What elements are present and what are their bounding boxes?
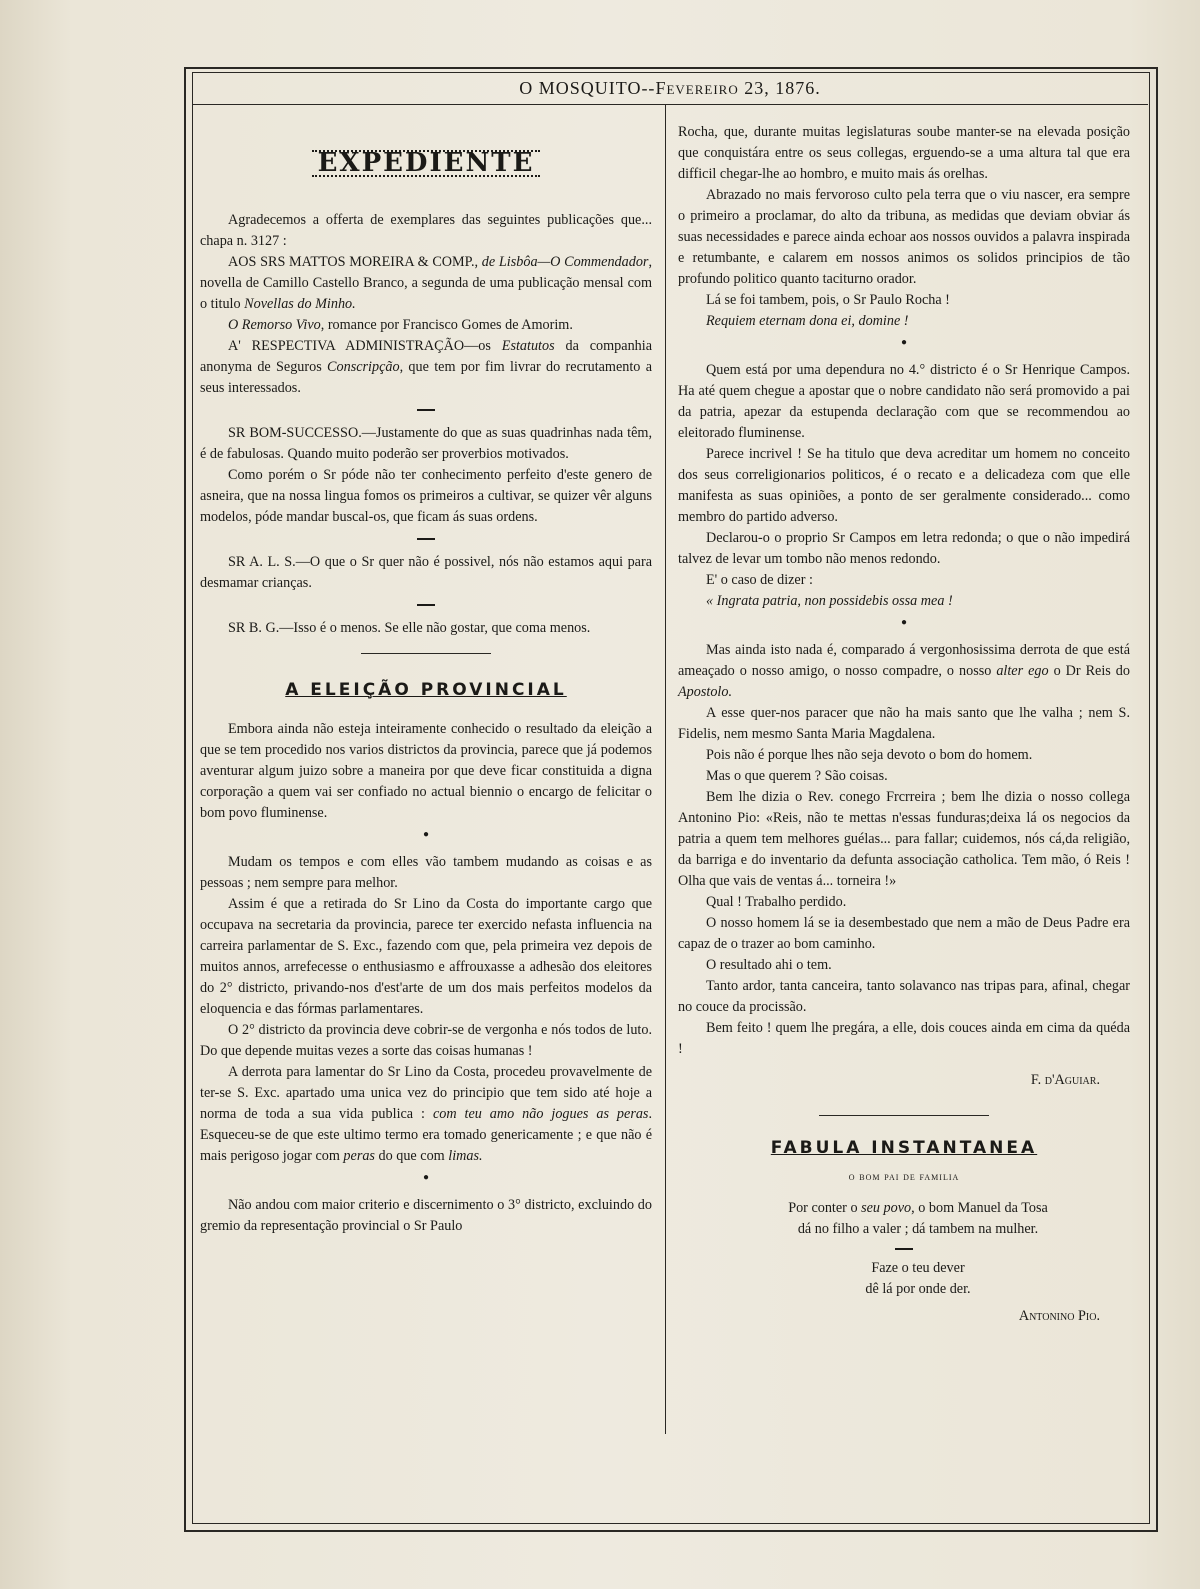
fabula-subtitle: o bom pai de familia [848,1171,960,1183]
bullet-separator: ● [422,829,430,840]
paragraph: AOS SRS MATTOS MOREIRA & COMP., de Lisbôa—O Commendador, novella de Camillo Castello Branco, a segunda de uma publicação mensal com o titulo Novellas do Minho. [200,254,652,312]
paragraph: Bem feito ! quem lhe pregára, a elle, dois couces ainda em cima da quéda ! [678,1020,1130,1057]
bullet-separator: ● [900,337,908,348]
paragraph: Quem está por uma dependura no 4.° districto é o Sr Henrique Campos. Ha até quem chegue a apostar que o nobre candidato não será promovido a pai da patria, apezar da estupenda declaração com que se recommendou ao eleitorado fluminense. [678,362,1130,441]
section-rule [361,653,491,654]
paragraph: Requiem eternam dona ei, domine ! [706,313,909,329]
bullet-separator: ● [422,1172,430,1183]
section-rule [819,1115,989,1116]
paragraph: Pois não é porque lhes não seja devoto o bom do homem. [706,747,1033,763]
bullet-separator: ● [900,617,908,628]
masthead [192,72,1148,105]
paragraph: Não andou com maior criterio e discernimento o 3° districto, excluindo do gremio da representação provincial o Sr Paulo [200,1197,652,1234]
paragraph: « Ingrata patria, non possidebis ossa mea ! [706,593,953,609]
masthead-paper: O MOSQUITO-- [519,78,656,98]
fabula-heading: FABULA INSTANTANEA [770,1138,1038,1158]
paragraph: Assim é que a retirada do Sr Lino da Costa do importante cargo que occupava na secretaria da provincia, parece ter exercido nefasta influencia na carreira parlamentar de S. Exc., fazendo com que, pela primeira vez depois de muitos annos, arrefecesse o enthusiasmo e affrouxasse a adhesão dos eleitores do 2° districto, privando-nos d'est'arte de um dos mais perfeitos modelos da eloquencia e das fórmas parlamentares. [200,896,652,1017]
masthead-date: 23, 1876. [744,78,821,98]
separator-dash [417,409,435,411]
verse-line: Faze o teu dever [871,1260,965,1276]
paragraph: A derrota para lamentar do Sr Lino da Costa, procedeu provavelmente de ter-se S. Exc. apartado uma unica vez do principio que tem sido até hoje a norma de toda a sua vida publica : com teu amo não jogues as peras. Esqueceu-se de que este ultimo termo era tomado genericamente ; e que não é mais perigoso jogar com peras do que com limas. [200,1064,652,1164]
separator-dash [895,1248,913,1250]
paragraph: Lá se foi tambem, pois, o Sr Paulo Rocha ! [706,292,950,308]
paragraph: Tanto ardor, tanta canceira, tanto solavanco nas tripas para, afinal, chegar no couce da procissão. [678,978,1130,1015]
verse-line: Por conter o seu povo, o bom Manuel da Tosa [788,1200,1048,1216]
paragraph: A' RESPECTIVA ADMINISTRAÇÃO—os Estatutos da companhia anonyma de Seguros Conscripção, que tem por fim livrar do recrutamento a seus interessados. [200,338,652,396]
paragraph: Abrazado no mais fervoroso culto pela terra que o viu nascer, era sempre o primeiro a proclamar, do alto da tribuna, as medidas que deviam obviar ás suas necessidades e parece ainda echoar aos nossos ouvidos a palavra inspirada e retumbante, e calarem em nossos animos os solidos principios de tão profundo politico quanto taciturno orador. [678,187,1130,287]
masthead-month: Fevereiro [655,78,739,98]
eleicao-heading: A ELEIÇÃO PROVINCIAL [285,680,567,700]
signature-antonino: Antonino Pio. [1018,1308,1100,1324]
verse-line: dá no filho a valer ; dá tambem na mulher. [797,1221,1039,1237]
paragraph: O 2° districto da provincia deve cobrir-se de vergonha e nós todos de luto. Do que depende muitas vezes a sorte das coisas humanas ! [200,1022,652,1059]
paragraph: Mudam os tempos e com elles vão tambem mudando as coisas e as pessoas ; nem sempre para melhor. [200,854,652,891]
paragraph: Bem lhe dizia o Rev. conego Frcrreira ; bem lhe dizia o nosso collega Antonino Pio: «Reis, não te mettas n'essas funduras;deixa lá os negocios da patria a quem tem melhores guélas... para fallar; cuidemos, nós cá,da religião, da barriga e do inventario da defunta associação catholica. Tem mão, ó Reis ! Olha que vais de ventas á... torneira !» [678,789,1130,889]
paragraph: O Remorso Vivo, romance por Francisco Gomes de Amorim. [228,317,573,333]
paragraph: Declarou-o o proprio Sr Campos em letra redonda; o que o não impedirá talvez de levar um tombo não menos redondo. [678,530,1130,567]
right-column [678,122,1130,1327]
left-column [200,112,652,1237]
column-rule [665,104,666,1434]
paragraph: Como porém o Sr póde não ter conhecimento perfeito d'este genero de asneira, que na nossa lingua fomos os primeiros a cultivar, se quizer vêr alguns modelos, póde mandar buscal-os, que ficam ás suas ordens. [200,467,652,525]
separator-dash [417,604,435,606]
paragraph: O nosso homem lá se ia desembestado que nem a mão de Deus Padre era capaz de o trazer ao bom caminho. [678,915,1130,952]
signature-aguiar: F. d'Aguiar. [1030,1072,1100,1088]
paragraph: O resultado ahi o tem. [706,957,832,973]
paragraph: A esse quer-nos paracer que não ha mais santo que lhe valha ; nem S. Fidelis, nem mesmo Santa Maria Magdalena. [678,705,1130,742]
paragraph: Mas o que querem ? São coisas. [706,768,888,784]
paragraph: Rocha, que, durante muitas legislaturas soube manter-se na elevada posição que conquistára entre os seus collegas, erguendo-se a uma altura tal que era difficil chegar-lhe ao hombro, e muito mais ás orelhas. [678,124,1130,182]
paragraph: SR B. G.—Isso é o menos. Se elle não gostar, que coma menos. [228,620,591,636]
paragraph: Embora ainda não esteja inteiramente conhecido o resultado da eleição a que se tem procedido nos varios districtos da provincia, parece que já podemos aventurar algum juizo sobre a maneira por que deve ficar constituida a digna corporação a quem vai ser confiado no actual biennio o encargo de felicitar o bom povo fluminense. [200,721,652,821]
expediente-heading: EXPEDIENTE [200,150,652,186]
paragraph: SR BOM-SUCCESSO.—Justamente do que as suas quadrinhas nada têm, é de fabulosas. Quando muito poderão ser proverbios motivados. [200,425,652,462]
paragraph: SR A. L. S.—O que o Sr quer não é possivel, nós não estamos aqui para desmamar crianças. [200,554,652,591]
paragraph: Agradecemos a offerta de exemplares das seguintes publicações que... chapa n. 3127 : [200,212,652,249]
paragraph: Mas ainda isto nada é, comparado á vergonhosissima derrota de que está ameaçado o nosso amigo, o nosso compadre, o nosso alter ego o Dr Reis do Apostolo. [678,642,1130,700]
separator-dash [417,538,435,540]
paragraph: E' o caso de dizer : [706,572,813,588]
paragraph: Qual ! Trabalho perdido. [706,894,847,910]
verse-line: dê lá por onde der. [865,1281,971,1297]
paragraph: Parece incrivel ! Se ha titulo que deva acreditar um homem no conceito dos seus correligionarios politicos, é o recato e a delicadeza com que elle manifesta as suas opiniões, a ponto de ser geralmente considerado... como membro do partido adverso. [678,446,1130,525]
